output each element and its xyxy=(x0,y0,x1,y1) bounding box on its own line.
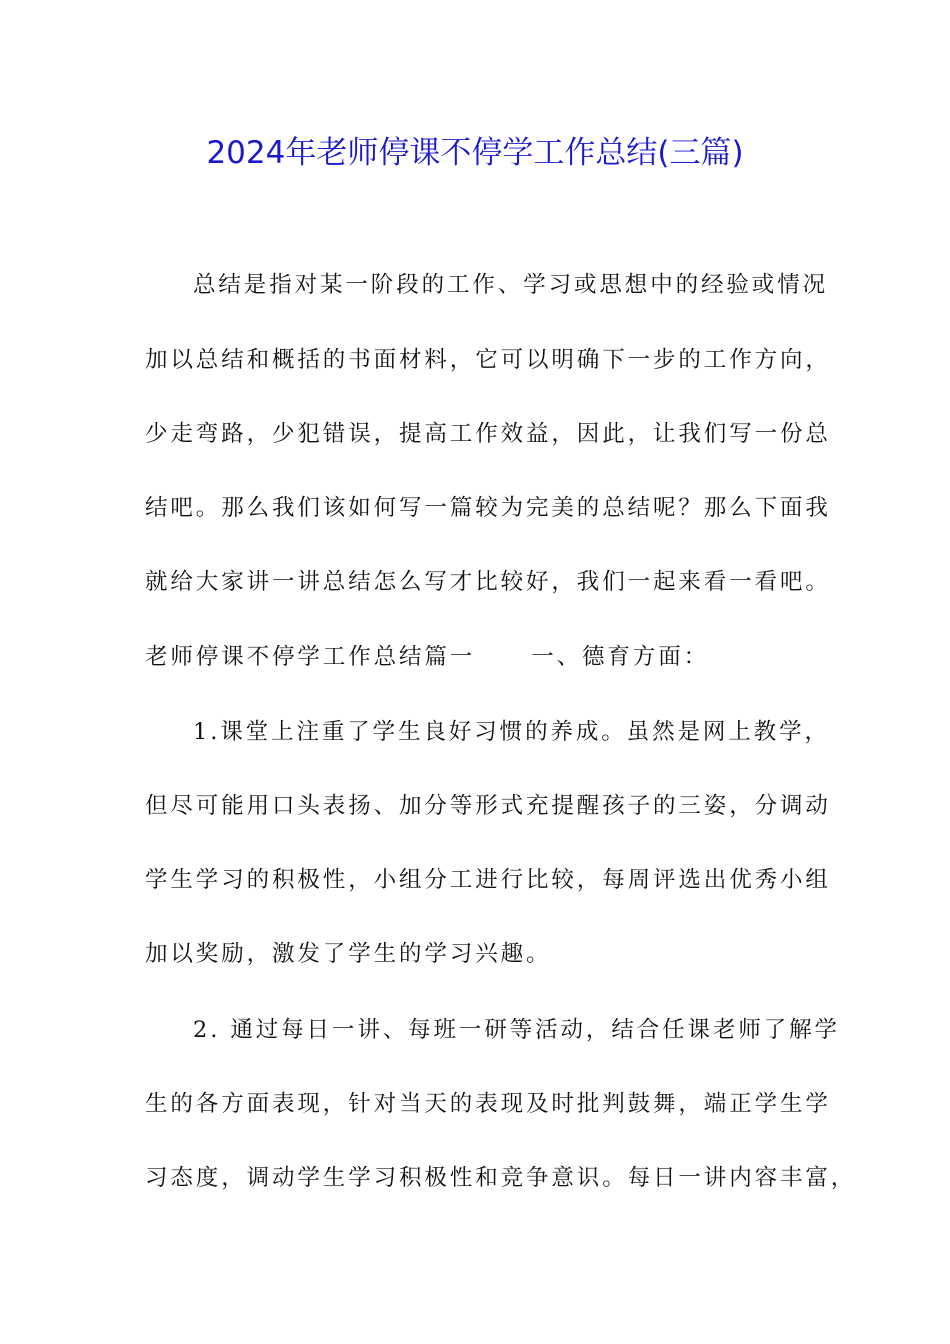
paragraph-line: 学生学习的积极性，小组分工进行比较，每周评选出优秀小组 xyxy=(145,867,831,893)
paragraph-line: 加以奖励，激发了学生的学习兴趣。 xyxy=(145,941,552,967)
paragraph-line: 加以总结和概括的书面材料，它可以明确下一步的工作方向， xyxy=(145,347,831,373)
subsection-heading: 一、德育方面： xyxy=(531,644,710,670)
paragraph-line: 总结是指对某一阶段的工作、学习或思想中的经验或情况 xyxy=(193,272,829,298)
paragraph-line: 1.课堂上注重了学生良好习惯的养成。虽然是网上教学， xyxy=(193,719,830,745)
paragraph-line: 生的各方面表现，针对当天的表现及时批判鼓舞，端正学生学 xyxy=(145,1091,831,1117)
paragraph-line: 习态度，调动学生学习积极性和竞争意识。每日一讲内容丰富， xyxy=(145,1165,857,1191)
paragraph-line: 结吧。那么我们该如何写一篇较为完美的总结呢？那么下面我 xyxy=(145,495,831,521)
paragraph-line: 少走弯路，少犯错误，提高工作效益，因此，让我们写一份总 xyxy=(145,421,831,447)
paragraph-line: 但尽可能用口头表扬、加分等形式充提醒孩子的三姿，分调动 xyxy=(145,793,831,819)
section-heading: 老师停课不停学工作总结篇一 xyxy=(145,644,476,670)
section-heading-line xyxy=(145,637,709,677)
paragraph-line: 就给大家讲一讲总结怎么写才比较好，我们一起来看一看吧。 xyxy=(145,569,831,595)
paragraph-line: 2. 通过每日一讲、每班一研等活动，结合任课老师了解学 xyxy=(193,1017,840,1043)
document-title: 2024年老师停课不停学工作总结(三篇) xyxy=(206,135,744,171)
